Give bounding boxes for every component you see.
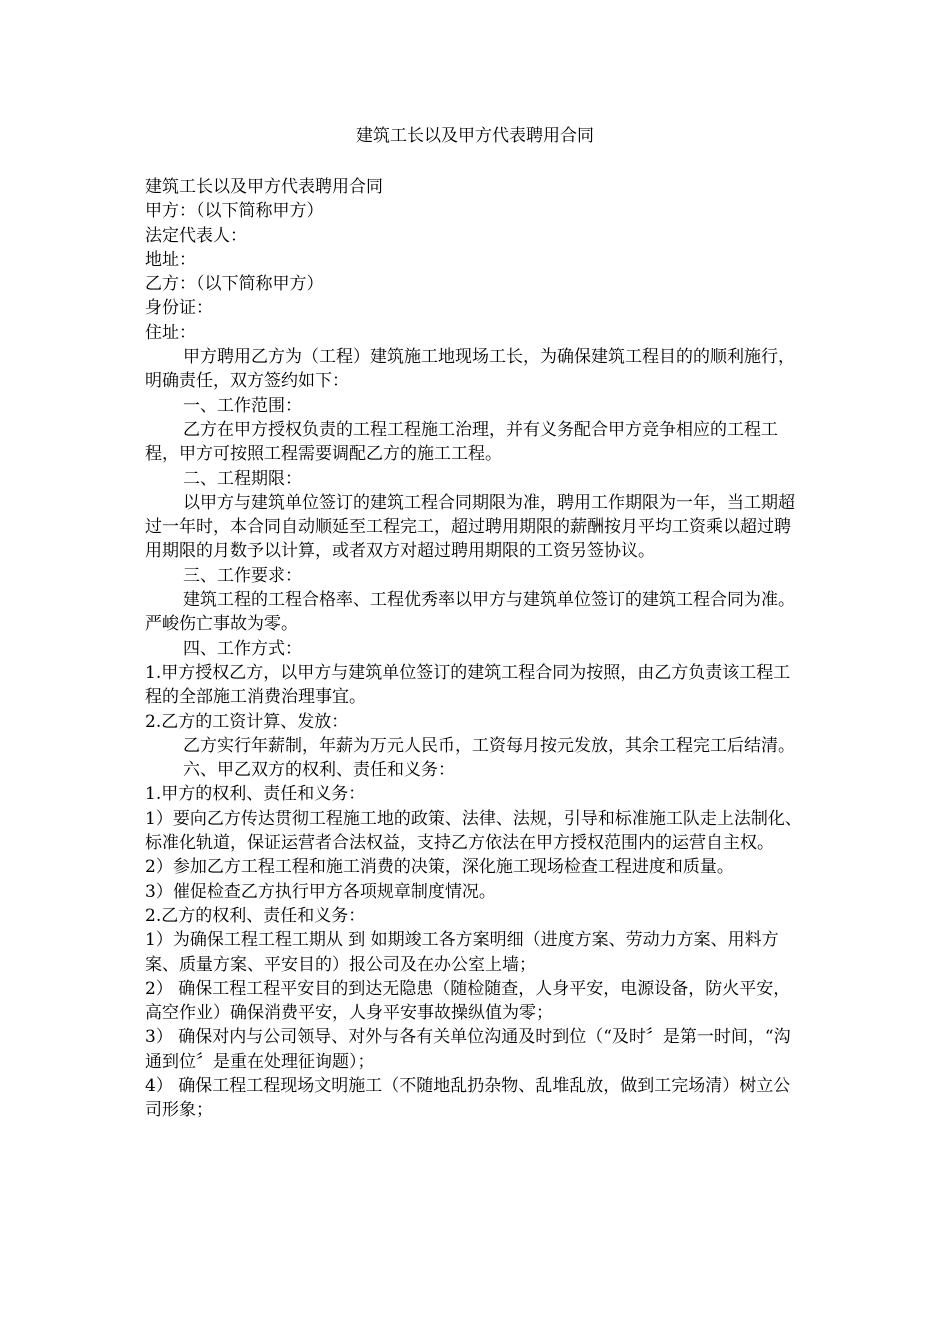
paragraph: 甲方聘用乙方为（工程）建筑施工地现场工长，为确保建筑工程目的的顺利施行，明确责任，双方签约如下： — [145, 347, 795, 392]
paragraph: 2）参加乙方工程工程和施工消费的决策，深化施工现场检查工程进度和质量。 — [145, 857, 734, 878]
paragraph: 2） 确保工程工程平安目的到达无隐患（随检随查，人身平安，电源设备，防火平安，高空作业）确保消费平安，人身平安事故操纵值为零； — [145, 978, 791, 1024]
paragraph: 乙方实行年薪制，年薪为万元人民币，工资每月按元发放，其余工程完工后结清。 — [183, 735, 795, 756]
paragraph: 以甲方与建筑单位签订的建筑工程合同期限为准，聘用工作期限为一年，当工期超过一年时，本合同自动顺延至工程完工，超过聘用期限的薪酬按月平均工资乘以超过聘用期限的月数予以计算，或者双方对超过聘用期限的工资另签协议。 — [145, 492, 795, 562]
paragraph: 四、工作方式： — [183, 638, 302, 659]
paragraph: 六、甲乙双方的权利、责任和义务： — [183, 760, 455, 781]
paragraph: 建筑工程的工程合格率、工程优秀率以甲方与建筑单位签订的建筑工程合同为准。严峻伤亡事故为零。 — [145, 590, 795, 635]
paragraph: 4） 确保工程工程现场文明施工（不随地乱扔杂物、乱堆乱放，做到工完场清）树立公司形象； — [145, 1075, 791, 1121]
document-title: 建筑工长以及甲方代表聘用合同 — [356, 126, 594, 146]
paragraph: 地址： — [145, 249, 196, 270]
paragraph: 身份证： — [145, 298, 213, 319]
document-body — [145, 175, 807, 1123]
paragraph: 乙方：（以下简称甲方） — [145, 274, 324, 295]
paragraph: 1.甲方的权利、责任和义务： — [145, 784, 366, 805]
paragraph: 建筑工长以及甲方代表聘用合同 — [145, 177, 383, 197]
paragraph: 乙方在甲方授权负责的工程工程施工治理，并有义务配合甲方竞争相应的工程工程，甲方可按照工程需要调配乙方的施工工程。 — [145, 419, 778, 465]
paragraph: 一、工作范围： — [183, 395, 302, 416]
paragraph: 2.乙方的工资计算、发放： — [145, 711, 349, 732]
paragraph: 1）为确保工程工程工期从 到 如期竣工各方案明细（进度方案、劳动力方案、用料方案、质量方案、平安目的）报公司及在办公室上墙； — [145, 930, 779, 975]
paragraph: 2.乙方的权利、责任和义务： — [145, 905, 366, 926]
paragraph: 1.甲方授权乙方，以甲方与建筑单位签订的建筑工程合同为按照，由乙方负责该工程工程的全部施工消费治理事宜。 — [145, 662, 791, 708]
paragraph: 三、工作要求： — [183, 565, 302, 586]
paragraph: 二、工程期限： — [183, 468, 302, 489]
paragraph: 住址： — [145, 322, 196, 343]
paragraph: 甲方：（以下简称甲方） — [145, 201, 324, 222]
paragraph: 3） 确保对内与公司领导、对外与各有关单位沟通及时到位（“及时〞是第一时间，“沟通到位〞是重在处理征询题）； — [145, 1027, 791, 1072]
paragraph: 1）要向乙方传达贯彻工程施工地的政策、法律、法规，引导和标准施工队走上法制化、标准化轨道，保证运营者合法权益，支持乙方依法在甲方授权范围内的运营自主权。 — [145, 808, 802, 854]
paragraph: 3）催促检查乙方执行甲方各项规章制度情况。 — [145, 881, 496, 902]
paragraph: 法定代表人： — [145, 225, 247, 246]
